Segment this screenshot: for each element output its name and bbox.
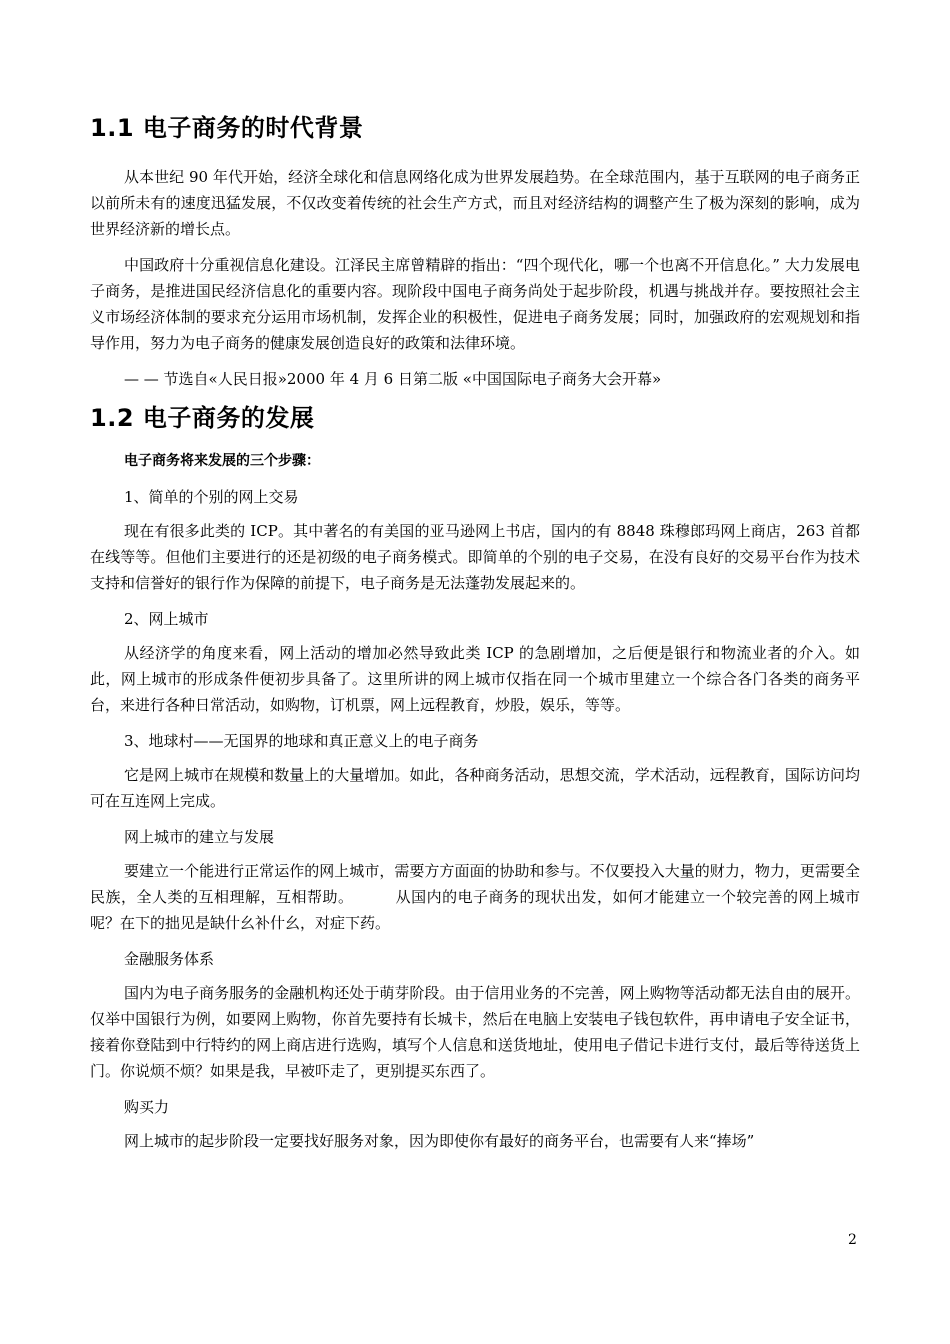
subsection-title: 金融服务体系: [124, 950, 215, 968]
section-heading-1-2: 1.2 电子商务的发展: [90, 404, 315, 432]
subsection-title: 网上城市的建立与发展: [124, 828, 275, 846]
step-title: 3、地球村——无国界的地球和真正意义上的电子商务: [124, 732, 479, 750]
paragraph: 要建立一个能进行正常运作的网上城市，需要方方面面的协助和参与。不仅要投入大量的财力，物力，更需要全民族，全人类的互相理解，互相帮助。 从国内的电子商务的现状出发，如何才能建立一个较完善的网上城市呢？在下的拙见是缺什幺补什幺，对症下药。: [90, 862, 860, 932]
bold-intro: 电子商务将来发展的三个步骤：: [124, 453, 320, 469]
step-title: 1、简单的个别的网上交易: [124, 488, 299, 506]
source-citation: — — 节选自«人民日报»2000 年 4 月 6 日第二版 «中国国际电子商务大会开幕»: [124, 370, 662, 388]
paragraph: 从本世纪 90 年代开始，经济全球化和信息网络化成为世界发展趋势。在全球范围内，基于互联网的电子商务正以前所未有的速度迅猛发展，不仅改变着传统的社会生产方式，而且对经济结构的调整产生了极为深刻的影响，成为世界经济新的增长点。: [90, 168, 860, 238]
paragraph: 国内为电子商务服务的金融机构还处于萌芽阶段。由于信用业务的不完善，网上购物等活动都无法自由的展开。仅举中国银行为例，如要网上购物，你首先要持有长城卡，然后在电脑上安装电子钱包软件，再申请电子安全证书，接着你登陆到中行特约的网上商店进行选购，填写个人信息和送货地址，使用电子借记卡进行支付，最后等待送货上门。你说烦不烦？如果是我，早被吓走了，更别提买东西了。: [90, 984, 860, 1080]
subsection-title: 购买力: [124, 1098, 170, 1116]
step-title: 2、网上城市: [124, 610, 209, 628]
page-content: [90, 112, 860, 1164]
paragraph: 它是网上城市在规模和数量上的大量增加。如此，各种商务活动，思想交流，学术活动，远程教育，国际访问均可在互连网上完成。: [90, 766, 860, 810]
page-number: 2: [848, 1232, 857, 1248]
paragraph: 现在有很多此类的 ICP。其中著名的有美国的亚马逊网上书店，国内的有 8848 珠穆郎玛网上商店，263 首都在线等等。但他们主要进行的还是初级的电子商务模式。即简单的个别的电子交易，在没有良好的交易平台作为技术支持和信誉好的银行作为保障的前提下，电子商务是无法蓬勃发展起来的。: [90, 522, 860, 592]
paragraph: 中国政府十分重视信息化建设。江泽民主席曾精辟的指出：“四个现代化，哪一个也离不开信息化。” 大力发展电子商务，是推进国民经济信息化的重要内容。现阶段中国电子商务尚处于起步阶段，机遇与挑战并存。要按照社会主义市场经济体制的要求充分运用市场机制，发挥企业的积极性，促进电子商务发展；同时，加强政府的宏观规划和指导作用，努力为电子商务的健康发展创造良好的政策和法律环境。: [90, 256, 860, 352]
paragraph: 网上城市的起步阶段一定要找好服务对象，因为即使你有最好的商务平台，也需要有人来“捧场”: [124, 1132, 755, 1150]
section-heading-1-1: 1.1 电子商务的时代背景: [90, 114, 364, 142]
paragraph: 从经济学的角度来看，网上活动的增加必然导致此类 ICP 的急剧增加，之后便是银行和物流业者的介入。如此，网上城市的形成条件便初步具备了。这里所讲的网上城市仅指在同一个城市里建立一个综合各门各类的商务平台，来进行各种日常活动，如购物，订机票，网上远程教育，炒股，娱乐，等等。: [90, 644, 860, 714]
